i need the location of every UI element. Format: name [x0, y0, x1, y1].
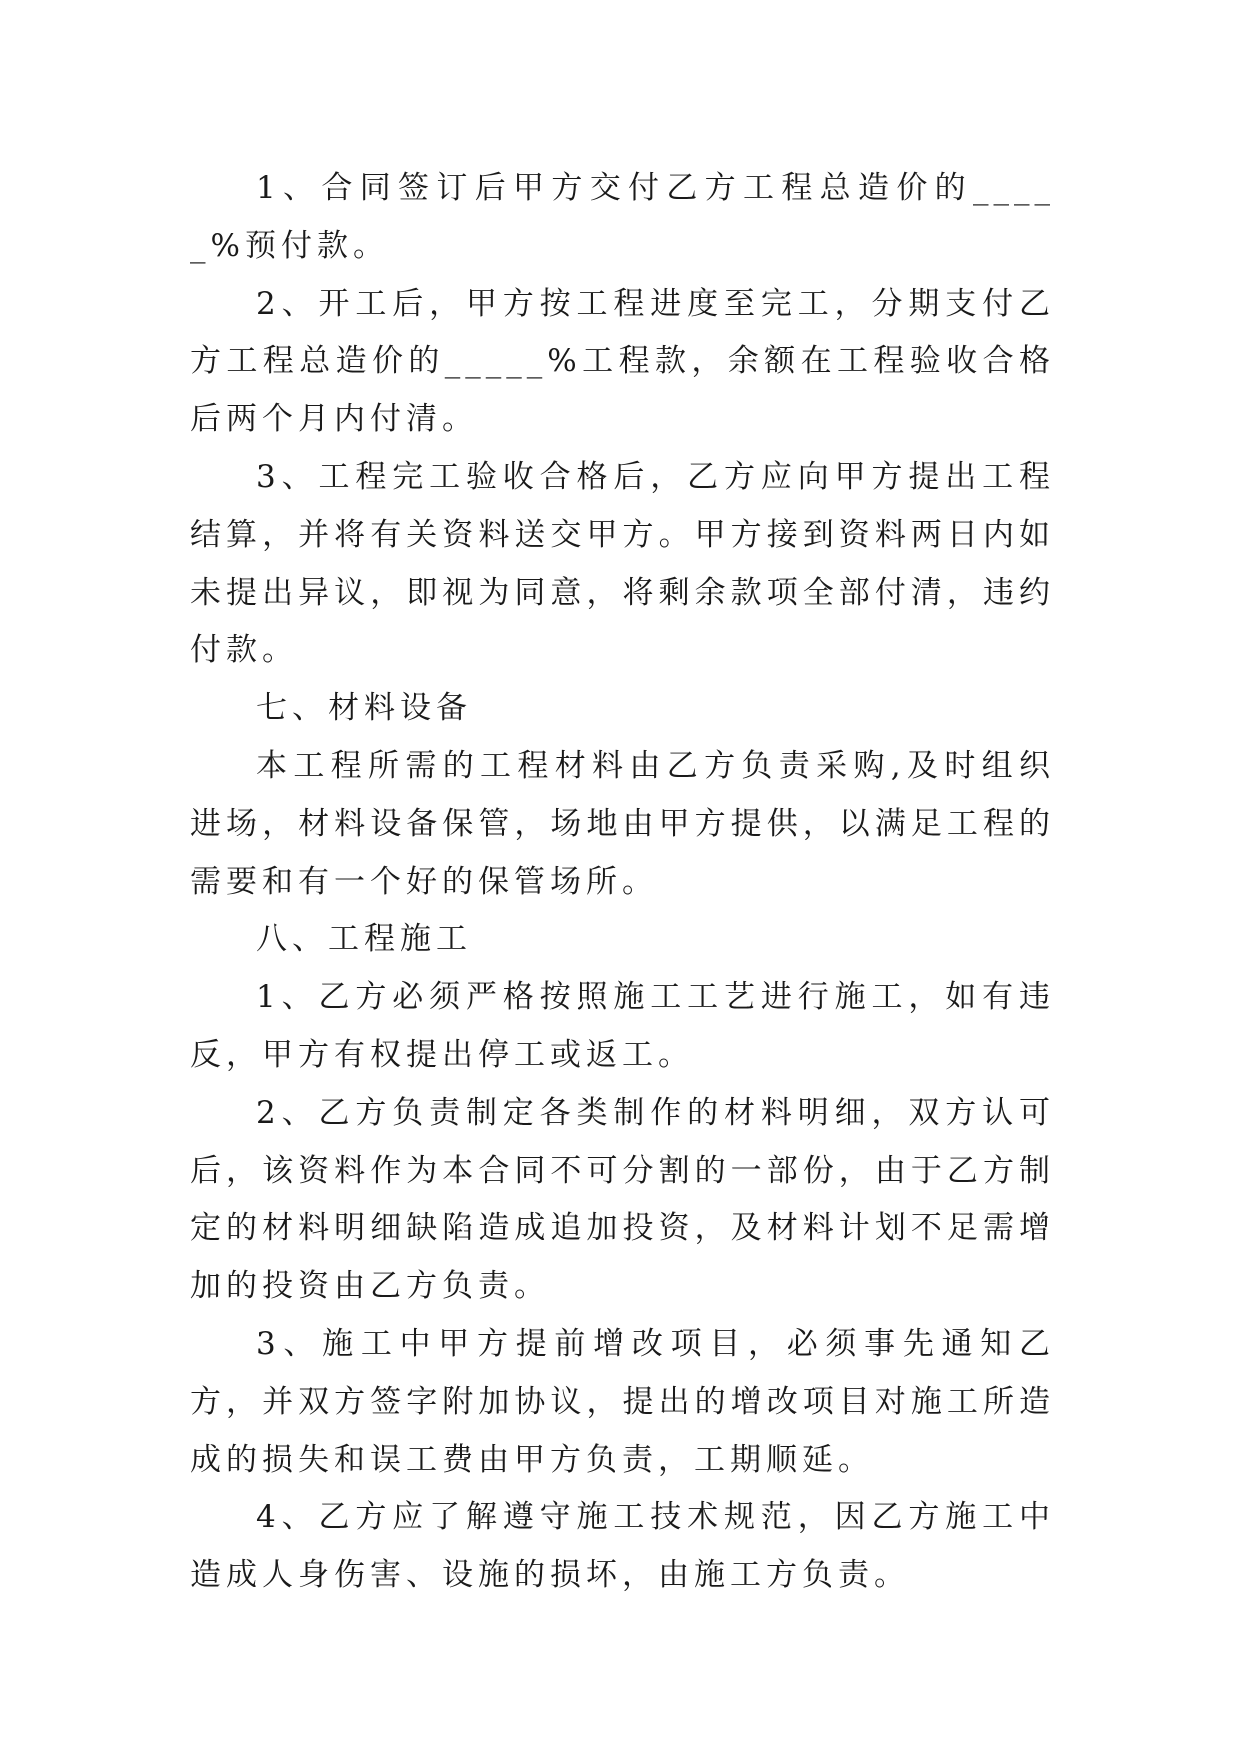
section-heading-construction: 八、工程施工 [256, 921, 472, 958]
clause-construction-3: 3、施工中甲方提前增改项目，必须事先通知乙方，并双方签字附加协议，提出的增改项目对施工所造成的损失和误工费由甲方负责，工期顺延。 [190, 1325, 1055, 1478]
clause-payment-2: 2、开工后，甲方按工程进度至完工，分期支付乙方工程总造价的_____%工程款，余额在工程验收合格后两个月内付清。 [190, 285, 1055, 438]
clause-materials: 本工程所需的工程材料由乙方负责采购,及时组织进场，材料设备保管，场地由甲方提供，以满足工程的需要和有一个好的保管场所。 [190, 747, 1055, 900]
clause-construction-1: 1、乙方必须严格按照施工工艺进行施工，如有违反，甲方有权提出停工或返工。 [190, 979, 1055, 1073]
clause-construction-2: 2、乙方负责制定各类制作的材料明细，双方认可后，该资料作为本合同不可分割的一部份，由于乙方制定的材料明细缺陷造成追加投资，及材料计划不足需增加的投资由乙方负责。 [190, 1094, 1055, 1305]
document-body [190, 160, 1055, 1605]
clause-construction-4: 4、乙方应了解遵守施工技术规范，因乙方施工中造成人身伤害、设施的损坏，由施工方负责。 [190, 1499, 1055, 1594]
clause-payment-1: 1、合同签订后甲方交付乙方工程总造价的_____%预付款。 [190, 170, 1055, 264]
clause-payment-3: 3、工程完工验收合格后，乙方应向甲方提出工程结算，并将有关资料送交甲方。甲方接到资料两日内如未提出异议，即视为同意，将剩余款项全部付清，违约付款。 [190, 458, 1055, 669]
section-heading-materials: 七、材料设备 [256, 690, 472, 727]
